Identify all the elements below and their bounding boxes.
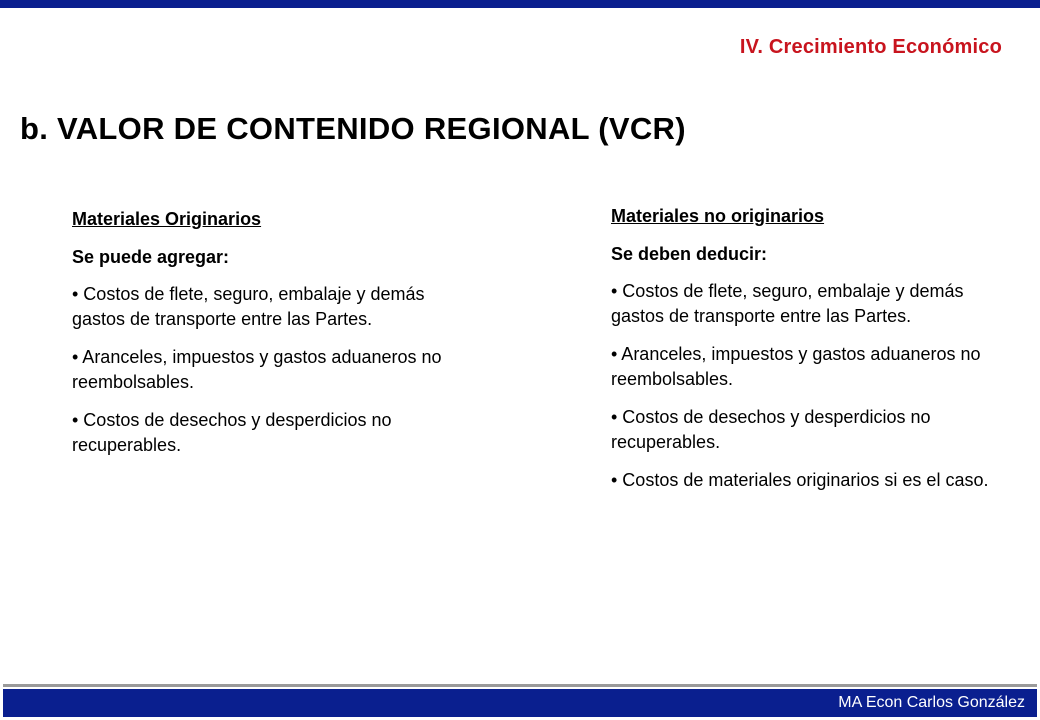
right-bullet-item: • Costos de flete, seguro, embalaje y demás gastos de transporte entre las Partes.	[611, 281, 964, 326]
left-bullet-item: • Costos de flete, seguro, embalaje y demás gastos de transporte entre las Partes.	[72, 284, 425, 329]
right-column-heading: Materiales no originarios	[611, 206, 825, 226]
left-column-heading: Materiales Originarios	[72, 209, 262, 229]
footer-divider	[3, 684, 1037, 687]
right-bullet-item: • Costos de materiales originarios si es el caso.	[611, 470, 989, 490]
right-bullet-item: • Aranceles, impuestos y gastos aduaneros no reembolsables.	[611, 344, 981, 389]
left-column-originating-materials	[72, 208, 462, 471]
left-bullet-item: • Aranceles, impuestos y gastos aduaneros no reembolsables.	[72, 347, 442, 392]
right-column-non-originating-materials	[611, 205, 1001, 506]
section-title: IV. Crecimiento Económico	[739, 36, 1002, 58]
right-column-subheading: Se deben deducir:	[611, 244, 768, 264]
top-accent-bar	[0, 0, 1040, 8]
left-column-subheading: Se puede agregar:	[72, 247, 230, 267]
footer-author: MA Econ Carlos González	[838, 694, 1025, 711]
slide-title: b. VALOR DE CONTENIDO REGIONAL (VCR)	[20, 111, 686, 146]
right-bullet-item: • Costos de desechos y desperdicios no recuperables.	[611, 407, 931, 452]
left-bullet-item: • Costos de desechos y desperdicios no recuperables.	[72, 410, 392, 455]
footer-bar	[3, 689, 1037, 717]
